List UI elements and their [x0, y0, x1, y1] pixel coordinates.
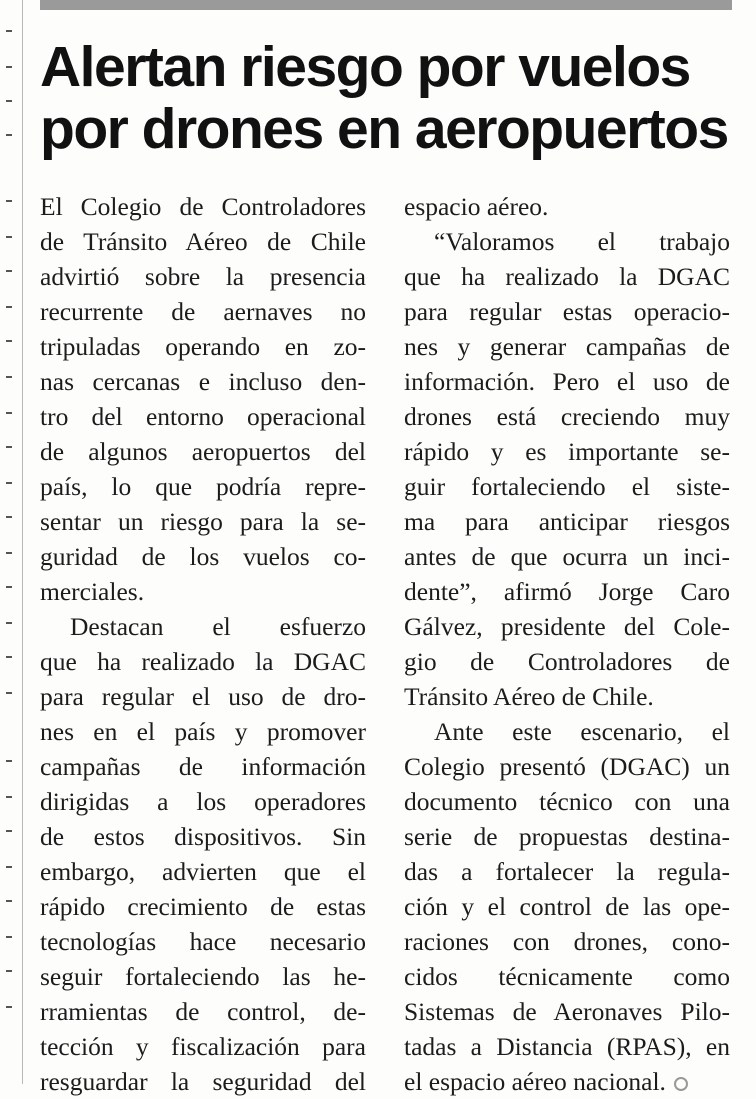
body-line: tección y fiscalización para [40, 1032, 366, 1061]
margin-mark [6, 340, 12, 342]
body-line: “Valoramos el trabajo [434, 227, 730, 256]
margin-mark [6, 446, 12, 448]
body-line: advirtió sobre la presencia [40, 262, 366, 291]
left-margin-fragment [0, 0, 24, 1084]
margin-mark [6, 1006, 12, 1008]
margin-mark [6, 412, 12, 414]
margin-mark [6, 482, 12, 484]
body-line: ción y el control de las ope- [404, 892, 730, 921]
margin-mark [6, 376, 12, 378]
body-line: sentar un riesgo para la se- [40, 507, 366, 536]
body-line: Sistemas de Aeronaves Pilo- [404, 997, 730, 1026]
body-line: Tránsito Aéreo de Chile. [404, 682, 654, 711]
body-line: Destacan el esfuerzo [70, 612, 366, 641]
top-gray-bar [40, 0, 732, 10]
margin-mark [6, 866, 12, 868]
body-line: dirigidas a los operadores [40, 787, 366, 816]
body-line: para regular el uso de dro- [40, 682, 366, 711]
margin-mark [6, 236, 12, 238]
margin-mark [6, 306, 12, 308]
margin-mark [6, 516, 12, 518]
body-line: El Colegio de Controladores [40, 192, 366, 221]
margin-mark [6, 970, 12, 972]
body-line: recurrente de aernaves no [40, 297, 366, 326]
margin-mark [6, 622, 12, 624]
body-line: tro del entorno operacional [40, 402, 366, 431]
margin-mark [6, 936, 12, 938]
body-line: rramientas de control, de- [40, 997, 366, 1026]
headline-line-1: Alertan riesgo por vuelos [40, 35, 690, 99]
body-line: seguir fortaleciendo las he- [40, 962, 366, 991]
body-line-last-text: el espacio aéreo nacional. [404, 1067, 666, 1096]
margin-mark [6, 100, 12, 102]
body-line: rápido y es importante se- [404, 437, 730, 466]
body-line: drones está creciendo muy [404, 402, 730, 431]
body-line: Ante este escenario, el [434, 717, 730, 746]
headline [40, 36, 740, 160]
margin-mark [6, 830, 12, 832]
body-line: nas cercanas e incluso den- [40, 367, 366, 396]
body-line: das a fortalecer la regula- [404, 857, 730, 886]
body-line: tripuladas operando en zo- [40, 332, 366, 361]
body-line: de estos dispositivos. Sin [40, 822, 366, 851]
body-line: guridad de los vuelos co- [40, 542, 366, 571]
body-line: resguardar la seguridad del [40, 1067, 366, 1096]
body-line: gio de Controladores de [404, 647, 730, 676]
body-line: tadas a Distancia (RPAS), en [404, 1032, 730, 1061]
body-line: Gálvez, presidente del Cole- [404, 612, 730, 641]
body-line: nes y generar campañas de [404, 332, 730, 361]
headline-line-2: por drones en aeropuertos [40, 97, 728, 161]
margin-mark [6, 796, 12, 798]
body-line: de algunos aeropuertos del [40, 437, 366, 466]
body-line: ma para anticipar riesgos [404, 507, 730, 536]
body-line: guir fortaleciendo el siste- [404, 472, 730, 501]
body-line: de Tránsito Aéreo de Chile [40, 227, 366, 256]
margin-mark [6, 66, 12, 68]
margin-mark [6, 134, 12, 136]
body-line: antes de que ocurra un inci- [404, 542, 730, 571]
margin-mark [6, 656, 12, 658]
margin-mark [6, 270, 12, 272]
body-line: raciones con drones, cono- [404, 927, 730, 956]
margin-mark [6, 552, 12, 554]
body-line: Colegio presentó (DGAC) un [404, 752, 730, 781]
body-line: merciales. [40, 577, 145, 606]
body-line: rápido crecimiento de estas [40, 892, 366, 921]
article-column-right [404, 189, 730, 1099]
body-line: que ha realizado la DGAC [40, 647, 366, 676]
margin-mark [6, 760, 12, 762]
margin-mark [6, 900, 12, 902]
body-line: campañas de información [40, 752, 366, 781]
body-line: tecnologías hace necesario [40, 927, 366, 956]
body-line: espacio aéreo. [404, 192, 549, 221]
margin-mark [6, 200, 12, 202]
body-line: nes en el país y promover [40, 717, 366, 746]
article-column-left [40, 189, 366, 1099]
margin-mark [6, 692, 12, 694]
body-line: documento técnico con una [404, 787, 730, 816]
margin-mark [6, 30, 12, 32]
body-line: embargo, advierten que el [40, 857, 366, 886]
body-line: país, lo que podría repre- [40, 472, 366, 501]
body-line: serie de propuestas destina- [404, 822, 730, 851]
column-divider [22, 0, 23, 1084]
end-of-article-icon [674, 1077, 688, 1091]
body-line-last [404, 1064, 730, 1099]
body-line: cidos técnicamente como [404, 962, 730, 991]
body-line: que ha realizado la DGAC [404, 262, 730, 291]
margin-mark [6, 586, 12, 588]
body-line: información. Pero el uso de [404, 367, 730, 396]
body-line: para regular estas operacio- [404, 297, 730, 326]
body-line: dente”, afirmó Jorge Caro [404, 577, 730, 606]
